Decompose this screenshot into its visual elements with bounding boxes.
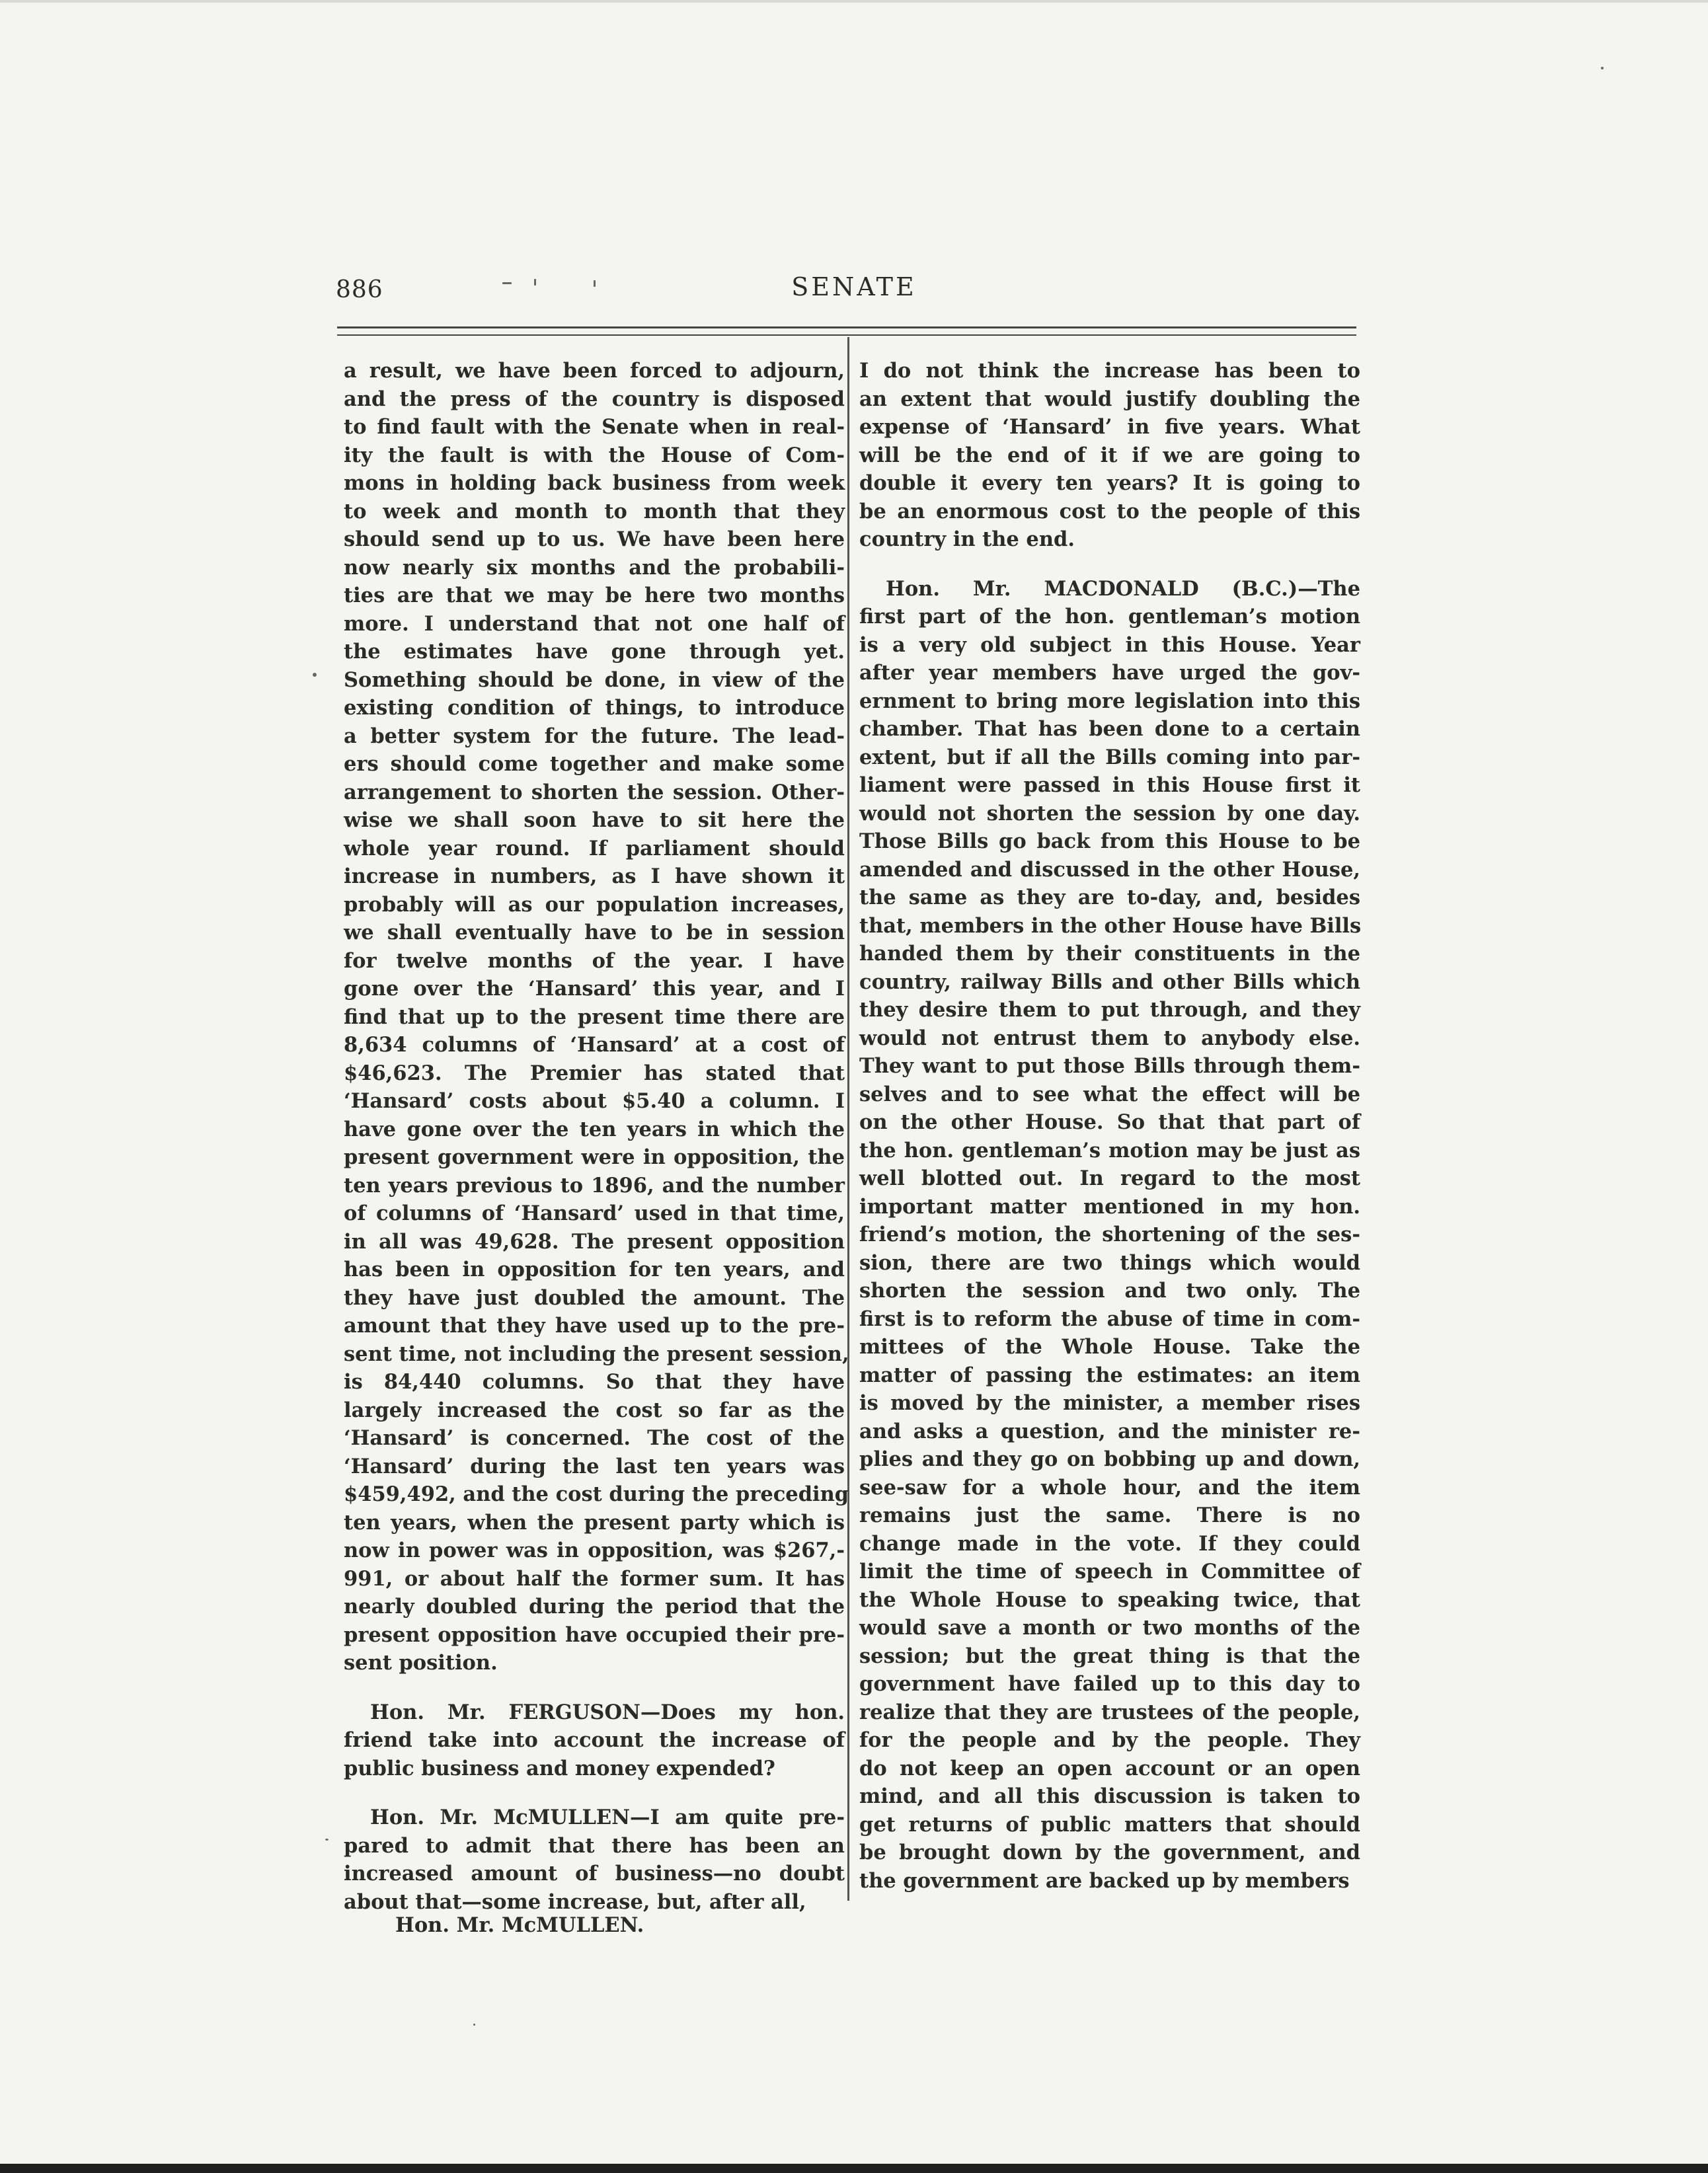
text-line: Hon. Mr. FERGUSON—Does my hon. [370, 1700, 845, 1724]
text-line: realize that they are trustees of the people, [859, 1700, 1360, 1724]
text-line: mittees of the Whole House. Take the [859, 1335, 1360, 1359]
text-line: sent position. [344, 1651, 498, 1675]
text-line: now nearly six months and the probabili- [344, 555, 845, 580]
scan-speck [473, 2024, 475, 2026]
text-line: expense of ‘Hansard’ in five years. What [859, 415, 1360, 439]
text-line: is a very old subject in this House. Year [859, 632, 1360, 657]
text-line: Those Bills go back from this House to be [859, 829, 1360, 853]
left-paragraph [344, 357, 849, 1677]
text-line: country, railway Bills and other Bills which [859, 970, 1360, 994]
text-line: first is to reform the abuse of time in com- [859, 1307, 1360, 1331]
text-line: mons in holding back business from week [344, 471, 845, 495]
paragraph-gap [859, 554, 1360, 575]
text-line: gone over the ‘Hansard’ this year, and I [344, 977, 845, 1001]
text-line: more. I understand that not one half of [344, 611, 845, 636]
text-line: that, members in the other House have Bills [859, 913, 1362, 938]
text-line: public business and money expended? [344, 1756, 775, 1780]
text-line: existing condition of things, to introduce [344, 696, 845, 720]
text-line: be an enormous cost to the people of this [859, 499, 1360, 523]
text-line: session; but the great thing is that the [859, 1644, 1360, 1668]
text-line: for the people and by the people. They [859, 1728, 1360, 1752]
text-line: double it every ten years? It is going to [859, 471, 1360, 495]
text-line: I do not think the increase has been to [859, 359, 1360, 383]
scan-speck [534, 279, 536, 286]
text-line: important matter mentioned in my hon. [859, 1194, 1360, 1219]
text-line: find that up to the present time there are [344, 1005, 845, 1029]
text-line: have gone over the ten years in which the [344, 1117, 845, 1141]
text-line: ernment to bring more legislation into this [859, 689, 1360, 713]
text-line: to week and month to month that they [344, 499, 845, 523]
text-line: sent time, not including the present session, [344, 1342, 849, 1366]
text-line: would not entrust them to anybody else. [859, 1026, 1360, 1050]
text-line: plies and they go on bobbing up and down, [859, 1447, 1360, 1471]
text-line: will be the end of it if we are going to [859, 443, 1360, 467]
text-line: and the press of the country is disposed [344, 387, 845, 411]
text-line: $459,492, and the cost during the preceding [344, 1482, 849, 1506]
left-paragraph [344, 1698, 845, 1783]
text-line: ‘Hansard’ during the last ten years was [344, 1454, 845, 1478]
text-line: we shall eventually have to be in session [344, 921, 845, 944]
text-line: wise we shall soon have to sit here the [344, 808, 845, 832]
text-line: the same as they are to-day, and, besides [859, 886, 1360, 909]
scan-speck [325, 1839, 329, 1841]
running-head-title: SENATE [791, 272, 917, 301]
text-line: present government were in opposition, the [344, 1145, 845, 1169]
text-line: amount that they have used up to the pre- [344, 1314, 845, 1338]
scan-speck [313, 673, 317, 677]
text-line: do not keep an open account or an open [859, 1756, 1360, 1780]
text-line: pared to admit that there has been an [344, 1833, 845, 1858]
text-line: friend’s motion, the shortening of the ses- [859, 1223, 1360, 1246]
text-line: extent, but if all the Bills coming into par- [859, 745, 1360, 769]
scan-speck [1601, 67, 1604, 69]
text-line: they desire them to put through, and they [859, 998, 1360, 1022]
text-line: they have just doubled the amount. The [344, 1285, 845, 1310]
text-line: Hon. Mr. MACDONALD (B.C.)—The [886, 576, 1360, 601]
text-line: increased amount of business—no doubt [344, 1862, 845, 1886]
text-line: would save a month or two months of the [859, 1616, 1360, 1640]
text-line: amended and discussed in the other House, [859, 857, 1360, 882]
text-line: the Whole House to speaking twice, that [859, 1587, 1360, 1612]
text-line: ties are that we may be here two months [344, 584, 845, 607]
text-line: about that—some increase, but, after all, [344, 1889, 806, 1914]
column-divider [847, 337, 849, 1901]
right-paragraph [859, 575, 1360, 1895]
text-line: probably will as our population increases, [344, 892, 845, 917]
text-line: 8,634 columns of ‘Hansard’ at a cost of [344, 1033, 845, 1057]
text-line: and asks a question, and the minister re- [859, 1419, 1360, 1443]
text-line: shorten the session and two only. The [859, 1279, 1360, 1303]
text-line: Hon. Mr. McMULLEN—I am quite pre- [370, 1806, 845, 1829]
text-line: present opposition have occupied their pre- [344, 1622, 845, 1647]
text-line: change made in the vote. If they could [859, 1531, 1360, 1556]
right-column [859, 357, 1360, 1895]
text-line: selves and to see what the effect will be [859, 1082, 1360, 1106]
text-line: ‘Hansard’ costs about $5.40 a column. I [344, 1089, 845, 1113]
text-line: country in the end. [859, 527, 1075, 551]
text-line: the government are backed up by members [859, 1868, 1350, 1893]
paragraph-gap [344, 1782, 845, 1804]
text-line: remains just the same. There is no [859, 1504, 1360, 1527]
text-line: whole year round. If parliament should [344, 836, 845, 860]
text-line: chamber. That has been done to a certain [859, 717, 1360, 741]
text-line: mind, and all this discussion is taken to [859, 1784, 1360, 1808]
text-line: after year members have urged the gov- [859, 661, 1360, 685]
text-line: on the other House. So that that part of [859, 1110, 1360, 1134]
text-line: for twelve months of the year. I have [344, 948, 845, 973]
text-line: would not shorten the session by one day. [859, 801, 1360, 825]
text-line: limit the time of speech in Committee of [859, 1560, 1360, 1583]
text-line: increase in numbers, as I have shown it [344, 864, 845, 888]
text-line: of columns of ‘Hansard’ used in that time, [344, 1201, 845, 1225]
text-line: the hon. gentleman’s motion may be just as [859, 1138, 1360, 1163]
text-line: ten years previous to 1896, and the number [344, 1173, 845, 1198]
text-line: ity the fault is with the House of Com- [344, 443, 845, 467]
scan-speck [594, 280, 596, 287]
text-line: sion, there are two things which would [859, 1250, 1360, 1275]
text-line: is moved by the minister, a member rises [859, 1391, 1360, 1415]
paragraph-gap [344, 1677, 845, 1698]
text-line: a result, we have been forced to adjourn, [344, 359, 845, 383]
text-line: Something should be done, in view of the [344, 667, 845, 692]
text-line: an extent that would justify doubling the [859, 387, 1360, 411]
footer-catchword: Hon. Mr. McMULLEN. [395, 1913, 644, 1937]
text-line: first part of the hon. gentleman’s motion [859, 605, 1360, 629]
text-line: nearly doubled during the period that the [344, 1595, 845, 1619]
text-line: government have failed up to this day to [859, 1672, 1360, 1696]
text-line: well blotted out. In regard to the most [859, 1166, 1360, 1190]
text-line: They want to put those Bills through them- [859, 1054, 1360, 1078]
text-line: is 84,440 columns. So that they have [344, 1370, 845, 1394]
text-line: largely increased the cost so far as the [344, 1398, 845, 1422]
text-line: friend take into account the increase of [344, 1728, 845, 1752]
header-rule-top [337, 326, 1356, 328]
text-line: arrangement to shorten the session. Other- [344, 780, 845, 804]
text-line: ‘Hansard’ is concerned. The cost of the [344, 1426, 845, 1450]
page-number: 886 [336, 276, 383, 303]
scan-speck [502, 282, 512, 284]
text-line: now in power was in opposition, was $267,- [344, 1539, 845, 1562]
text-line: 991, or about half the former sum. It has [344, 1566, 845, 1591]
text-line: a better system for the future. The lead- [344, 724, 845, 748]
text-line: has been in opposition for ten years, and [344, 1258, 845, 1281]
header-rule-bottom [337, 334, 1356, 336]
text-line: $46,623. The Premier has stated that [344, 1061, 845, 1085]
text-line: in all was 49,628. The present opposition [344, 1229, 845, 1254]
text-line: should send up to us. We have been here [344, 527, 845, 551]
text-line: matter of passing the estimates: an item [859, 1363, 1360, 1387]
left-column [344, 357, 849, 1916]
text-line: be brought down by the government, and [859, 1841, 1360, 1864]
text-line: liament were passed in this House first it [859, 773, 1360, 797]
left-paragraph [344, 1804, 845, 1916]
text-line: the estimates have gone through yet. [344, 640, 845, 664]
text-line: handed them by their constituents in the [859, 942, 1360, 966]
text-line: to find fault with the Senate when in real- [344, 415, 845, 439]
right-paragraph [859, 357, 1360, 554]
text-line: get returns of public matters that should [859, 1812, 1360, 1837]
text-line: see-saw for a whole hour, and the item [859, 1475, 1360, 1500]
text-line: ten years, when the present party which is [344, 1510, 845, 1535]
text-line: ers should come together and make some [344, 752, 845, 776]
